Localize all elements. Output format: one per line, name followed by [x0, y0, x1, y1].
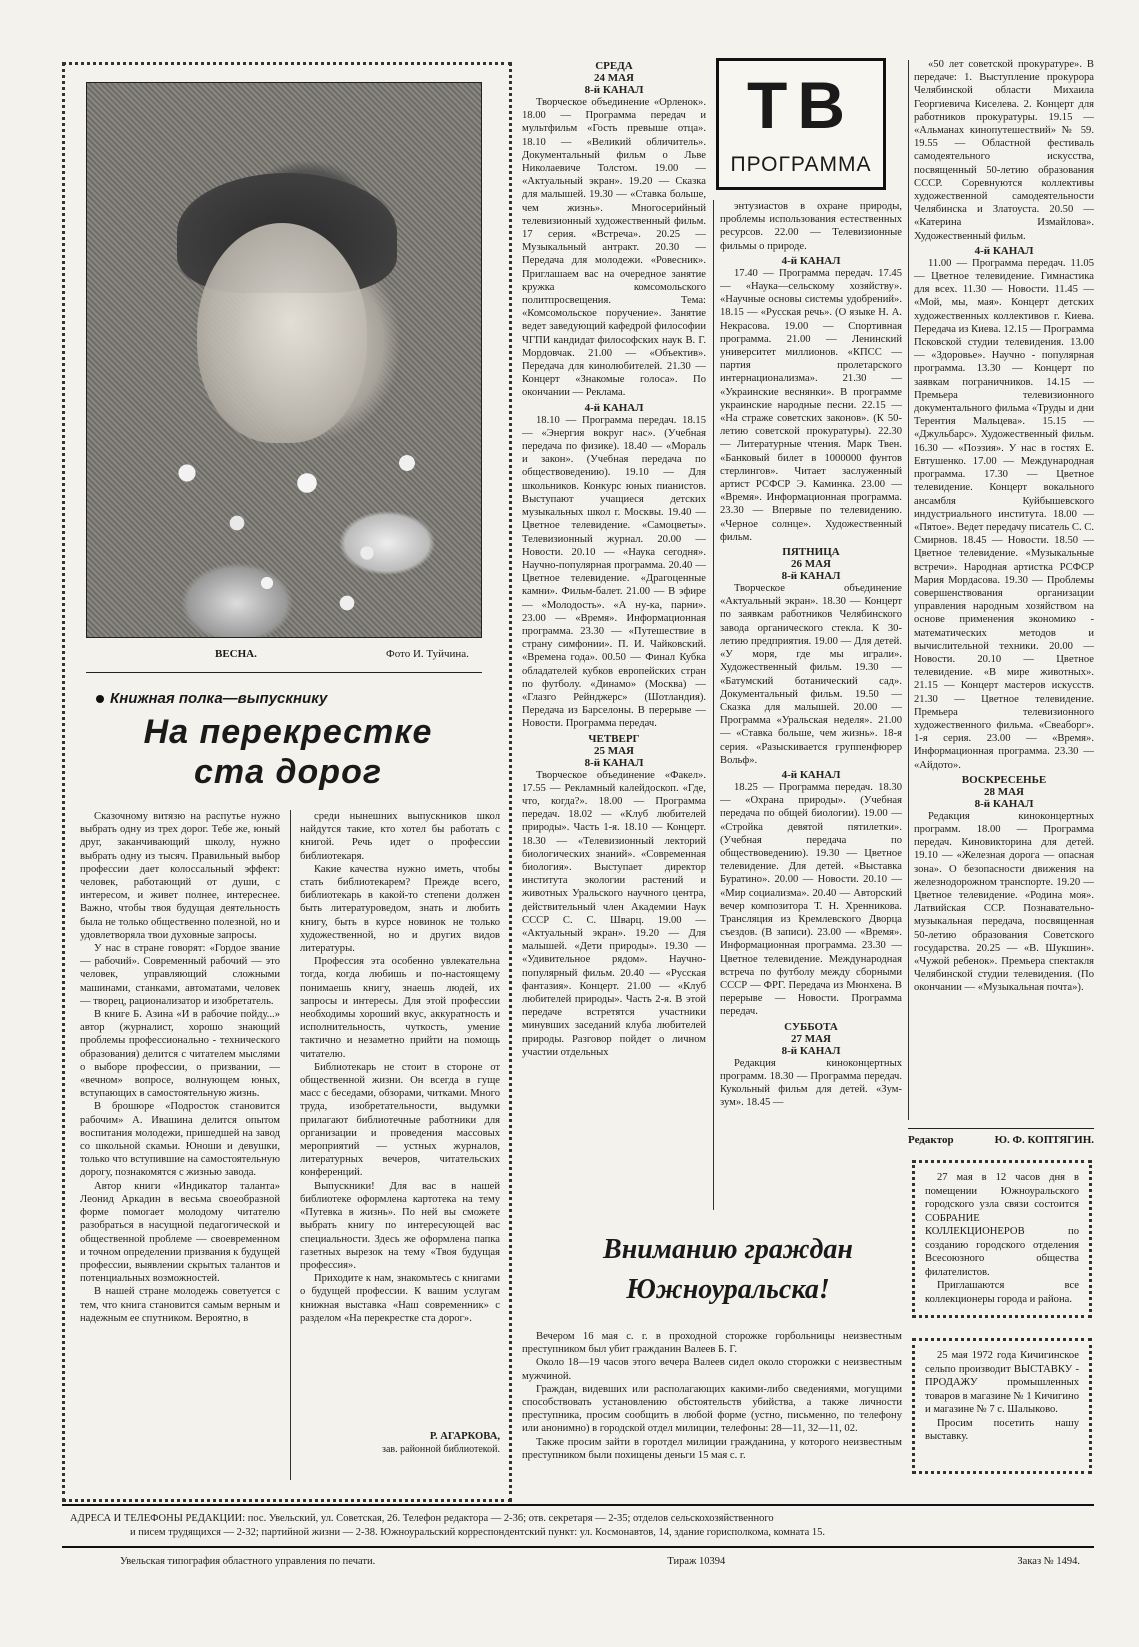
footer-rule-top: [62, 1504, 1094, 1506]
tv-day-heading: 8-й КАНАЛ: [584, 756, 644, 769]
tv-day-heading: ВОСКРЕСЕНЬЕ: [961, 773, 1047, 786]
tv-title-letters: ТВ: [747, 68, 855, 142]
tv-day-heading: 4-й КАНАЛ: [974, 244, 1034, 257]
editor-name: Ю. Ф. КОПТЯГИН.: [994, 1134, 1094, 1146]
tv-day-heading: 26 МАЯ: [790, 558, 832, 571]
article-paragraph: В книге Б. Азина «И в рабочие пойду...» автор (журналист, хорошо знающий проблемы профессионально - технического образования) делится с читателем мыслями о выборе профессии, о призвании, — «вечном» вопросе, волнующем юных, вступающих в самостоятельную жизнь.: [80, 1009, 280, 1100]
tv-column-1: [522, 60, 706, 1210]
tv-schedule-text: энтузиастов в охране природы, проблемы использования естественных ресурсов. 22.00 — Телевизионные фильмы о природе.: [720, 201, 902, 252]
article-rubric: [96, 690, 327, 707]
tv-day-heading: ЧЕТВЕРГ: [588, 732, 640, 745]
photo-face: [197, 223, 367, 443]
appeal-paragraph: Также просим зайти в горотдел милиции гражданина, у которого неизвестным преступником были похищены деньги 15 мая с. г.: [522, 1436, 902, 1461]
tv-schedule-text: Творческое объединение «Факел». 17.55 — Рекламный калейдоскоп. «Где, что, когда?». 18.00 — Программа передач. 18.02 — «Клуб любителей природы». Часть 1-я. 18.10 — Концерт. 18.30 — «Телевизионный лекторий биологических знаний». «Современная биология». Выступает директор института экологии растений и животных Уральского научного центра, действительный член Академии Наук СССР С. С. Шварц. 19.00 — «Актуальный экран». 19.20 — Для малышей. «Дети природы». 19.30 — «Удивительное рядом». Научно-популярный фильм. 20.40 — «Русская фантазия». Концерт. 21.00 — «Клуб любителей природы». Часть 2-я. В этой передаче встретятся участники минувших заседаний клуба любителей природы. Разговор пойдет о личном участии отдельных: [522, 769, 706, 1058]
tv-schedule-text: 11.00 — Программа передач. 11.05 — Цветное телевидение. Гимнастика для всех. 11.30 — Новости. 11.45 — «Мой, мы, мая». Концерт детских художественных коллективов г. Киева. Передача из Киева. 12.15 — Программа Псковской студии телевидения. 13.00 — «Здоровье». Научно - популярная программа. 13.30 — Концерт по заявкам пограничников. 14.15 — Премьера телевизионного документального фильма «Труды и дни Терентия Мальцева». 15.15 — «Джульбарс». Художественный фильм. 16.30 — «Поэзия». У нас в гостях Е. Евтушенко. 17.00 — Международная программа. 17.30 — Цветное телевидение. Концерт вокального ансамбля Куйбышевского индустриального института. 18.00 — «Пятое». Ведет передачу писатель С. С. Смирнов. 18.45 — Новости. 18.50 — Цветное телевидение. «Музыкальные встречи». Народная артистка РСФСР Мария Мордасова. 19.30 — Проблемы совершенствования организации управления народным хозяйством на основе применения экономико - математических методов и вычислительной техники. 20.00 — Новости. 20.10 — Цветное телевидение. «В мире животных». 21.15 — Концерт мастеров искусств. 21.30 — Цветное телевидение. Премьера телевизионного художественного фильма. «Свеаборг». 1-я серия. 23.00 — «Время». Информационная программа. 23.30 — «Айдото».: [914, 257, 1094, 771]
photo-flowers: [147, 413, 447, 613]
bullet-icon: [96, 695, 104, 703]
appeal-paragraph: Вечером 16 мая с. г. в проходной сторожке горбольницы неизвестным преступником был убит гражданин Валеев Б. Г.: [522, 1331, 902, 1356]
tv-day-heading: 8-й КАНАЛ: [781, 570, 841, 583]
appeal-paragraph: Граждан, видевших или располагающих какими-либо сведениями, могущими способствовать установлению обстоятельств убийства, а также личности преступника, просим сообщить в любой форме (устно, письменно, по телефону или анонимно) в городской отдел милиции, телефоны: 28—11, 32—11, 02.: [522, 1383, 902, 1435]
tv-day-heading: СУББОТА: [784, 1020, 838, 1033]
tv-programme-title-box: [716, 58, 886, 190]
article-paragraph: Выпускники! Для вас в нашей библиотеке оформлена картотека на тему «Путевка в жизнь». По ней вы сможете выбрать книгу по интересующей вас специальности. Здесь же оформлена папка газетных вырезок на тему «Твоя будущая профессия».: [300, 1180, 500, 1271]
article-signature: Р. АГАРКОВА,: [429, 1431, 500, 1442]
article-signature-block: [300, 1430, 500, 1474]
article-column-2: [300, 810, 500, 1410]
tv-day-heading: 25 МАЯ: [593, 744, 635, 757]
article-headline: [108, 712, 468, 792]
footer-imprint: [120, 1556, 1080, 1567]
headline-line-2: ста дорог: [194, 753, 382, 791]
article-paragraph: У нас в стране говорят: «Гордое звание — рабочий». Современный рабочий — это человек, управляющий сложными машинами, станками, автоматами, человек — творец, рационализатор и изобретатель.: [80, 943, 280, 1007]
appeal-line-2: Южноуральска!: [626, 1274, 830, 1305]
article-rubric-text: Книжная полка—выпускнику: [110, 690, 328, 707]
notice-paragraph: 27 мая в 12 часов дня в помещении Южноуральского городского узла связи состоится СОБРАНИЕ КОЛЛЕКЦИОНЕРОВ по созданию городского отделения Всесоюзного общества филателистов.: [925, 1172, 1079, 1278]
tv-column-3: [914, 58, 1094, 1118]
sale-exhibition-notice: [912, 1338, 1092, 1474]
tv-day-heading: СРЕДА: [595, 60, 633, 72]
appeal-line-1: Вниманию граждан: [603, 1234, 853, 1265]
tv-schedule-text: «50 лет советской прокуратуре». В передаче: 1. Выступление прокурора Челябинской области Михаила Георгиевича Киселева. 2. Концерт для работников прокуратуры. 19.15 — «Альманах кинопутешествий» № 59. 19.55 — Областной фестиваль самодеятельного искусства, посвященный 50-летию образования СССР. Соревнуются коллективы художественной самодеятельности Челябинска и Златоуста. 20.50 — «Катерина Измайлова». Художественный фильм.: [914, 59, 1094, 242]
tv-title-word: ПРОГРАММА: [730, 153, 872, 176]
tv-day-heading: 24 МАЯ: [593, 72, 635, 84]
tv-schedule-text: 18.25 — Программа передач. 18.30 — «Охрана природы». (Учебная передача по общей биологии). 19.00 — «Стройка девятой пятилетки». (Учебная передача по обществоведению). 19.30 — Цветное телевидение. Для детей. «Выставка Буратино». 20.00 — Новости. 20.10 — «Мир социализма». 20.40 — Авторский вечер композитора Т. Н. Хренникова. Трансляция из Кремлевского Дворца съездов. (В записи). 23.00 — «Время». Информационная программа. 23.30 — Цветное телевидение. Международная встреча по футболу между сборными СССР — ФРГ. Передача из Мюнхена. В перерыве — Новости. Программа передач.: [720, 781, 902, 1018]
article-signature-role: зав. районной библиотекой.: [382, 1444, 500, 1456]
notice-paragraph: Приглашаются все коллекционеры города и района.: [925, 1280, 1079, 1305]
footer-printer: Увельская типография областного управления по печати.: [120, 1556, 376, 1567]
collectors-notice: [912, 1160, 1092, 1318]
caption-rule: [86, 672, 482, 673]
appeal-paragraph: Около 18—19 часов этого вечера Валеев сидел около сторожки с неизвестным мужчиной.: [522, 1357, 902, 1382]
notice-paragraph: 25 мая 1972 года Кичигинское сельпо производит ВЫСТАВКУ - ПРОДАЖУ промышленных товаров в магазине № 1 Кичигино и магазине № 7 с. Шалыково.: [925, 1350, 1079, 1415]
tv-day-heading: 4-й КАНАЛ: [584, 401, 644, 414]
tv-day-heading: ПЯТНИЦА: [782, 546, 840, 559]
article-paragraph: Приходите к нам, знакомьтесь с книгами о будущей профессии. К вашим услугам книжная выставка «Наш современник» с разделом «На перекрестке ста дорог».: [300, 1273, 500, 1324]
tv-schedule-text: Редакция киноконцертных программ. 18.30 — Программа передач. Кукольный фильм для детей. «Зум-зум». 18.45 —: [720, 1057, 902, 1109]
tv-day-heading: 4-й КАНАЛ: [781, 254, 841, 267]
tv-day-heading: 27 МАЯ: [790, 1032, 832, 1045]
tv-day-heading: 28 МАЯ: [983, 785, 1025, 798]
footer-address-line-1: АДРЕСА И ТЕЛЕФОНЫ РЕДАКЦИИ: пос. Увельский, ул. Советская, 26. Телефон редактора — 2-36; отв. секретаря — 2-35; отделов сельскохозяйственного: [70, 1513, 774, 1524]
spring-photo: [86, 82, 482, 638]
column-divider: [290, 810, 291, 1480]
tv-schedule-text: Творческое объединение «Орленок». 18.00 — Программа передач и мультфильм «Гость превыше отца». 18.10 — «Великий обличитель». Документальный фильм о Льве Николаевиче Толстом. 19.00 — «Актуальный экран». 19.20 — Сказка для малышей. 19.30 — «Ставка больше, чем жизнь». Многосерийный телевизионный художественный фильм. 17 серия. «Встреча». 20.25 — Музыкальный антракт. 20.30 — Передача для молодежи. «Ровесник». Приглашаем вас на очередное занятие кружка комсомольского политпросвещения. Тема: «Комсомольское поручение». Занятие ведет заведующий кафедрой философии ЧГПИ кандидат философских наук В. Г. Мордовчак. 21.00 — «Объектив». Передача для кинолюбителей. 21.30 — Концерт «Знакомые голоса». По окончании — Реклама.: [522, 97, 706, 399]
footer-order: Заказ № 1494.: [1017, 1556, 1080, 1567]
article-column-1: [80, 810, 280, 1480]
article-paragraph: среди нынешних выпускников школ найдутся такие, кто хотел бы работать с книгой. Речь идет о профессии библиотекаря.: [300, 811, 500, 862]
article-paragraph: Библиотекарь не стоит в стороне от общественной жизни. Он всегда в гуще масс с беседами, обзорами, читками. Много труда, изобретательности, выдумки прилагают библиотечные работники для организации и проведения массовых мероприятий — устных журналов, литературных вечеров, читательских конференций.: [300, 1061, 500, 1179]
column-divider: [713, 200, 714, 1210]
tv-day-heading: 8-й КАНАЛ: [781, 1044, 841, 1057]
article-paragraph: Автор книги «Индикатор таланта» Леонид Аркадин в весьма своеобразной форме помогает молодому читателю разобраться в насущной педагогической и общественной проблеме — своевременном и точном определении призвания к будущей профессии, выявлении скрытых талантов и потенциальных возможностей.: [80, 1180, 280, 1285]
article-paragraph: Профессия эта особенно увлекательна тогда, когда любишь и по-настоящему понимаешь книгу, знаешь людей, их запросы и интересы. Для этой профессии необходимы хороший вкус, аккуратность и исполнительность, чуткость, умение тактично и незаметно прийти на помощь читателю.: [300, 956, 500, 1060]
notice-paragraph: Просим посетить нашу выставку.: [925, 1417, 1079, 1442]
police-appeal-text: [522, 1330, 902, 1470]
tv-schedule-text: Редакция киноконцертных программ. 18.00 — Программа передач. Киновикторина для детей. 19.10 — «Железная дорога — опасная зона». О безопасности движения на железнодорожном транспорте. 19.20 — Цветное телевидение. «Родина моя». Латвийская ССР. Познавательно-музыкальная передача, посвященная 50-летию образования Советского государства. 20.25 — «В. Шукшин». «Чужой ребенок». Премьера спектакля Челябинской студии телевидения. (По окончании — «Музыкальная почта»).: [914, 810, 1094, 994]
footer-address-line-2: и писем трудящихся — 2-32; партийной жизни — 2-38. Южноуральский корреспондентский пункт: ул. Космонавтов, 14, здание горисполкома, комната 15.: [130, 1527, 826, 1538]
tv-day-heading: 4-й КАНАЛ: [781, 768, 841, 781]
tv-day-heading: 8-й КАНАЛ: [974, 797, 1034, 810]
tv-schedule-text: 18.10 — Программа передач. 18.15 — «Энергия вокруг нас». (Учебная передача по физике). 18.40 — «Мораль и закон». (Учебная передача по обществоведению). 19.10 — Для школьников. Конкурс юных пианистов. Выступают учащиеся детских музыкальных школ г. Москвы. 19.40 — Цветное телевидение. «Самоцветы». Телевизионный журнал. 20.00 — Новости. 20.10 — «Наука сегодня». Научно-популярная программа. 20.40 — Цветное телевидение. «Драгоценные камни». Фильм-балет. 21.00 — В эфире — «Молодость». «А ну-ка, парни». 23.00 — «Время». Информационная программа. 23.30 — «Путешествие в страну симфонии». П. И. Чайковский. «Времена года». 00.50 — Финал Кубка обладателей кубков европейских стран по футболу. «Динамо» (Москва) — «Глазго Рейнджерс» (Шотландия). Передача из Барселоны. В перерыве — Новости. Программа передач.: [522, 414, 706, 730]
headline-line-1: На перекрестке: [143, 713, 433, 751]
footer-rule-bottom: [62, 1546, 1094, 1548]
editor-line: [908, 1134, 1094, 1146]
tv-day-heading: 8-й КАНАЛ: [584, 84, 644, 96]
article-paragraph: Какие качества нужно иметь, чтобы стать библиотекарем? Прежде всего, библиотекарь в какой-то степени должен быть литературоведом, знать и любить книгу, быть в курсе новинок не только художественной, но и других видов литературы.: [300, 863, 500, 955]
article-paragraph: Сказочному витязю на распутье нужно выбрать одну из трех дорог. Тебе же, юный друг, заканчивающий школу, нужно выбрать одну из тысяч. Правильный выбор профессии дает колоссальный эффект: человек, работающий от души, с интересом, и живет полнее, интереснее. Важно, чтобы твоя будущая деятельность была не только общественно полезной, но и удовлетворяла твои духовные запросы.: [80, 811, 280, 941]
tv-schedule-text: Творческое объединение «Актуальный экран». 18.30 — Концерт по заявкам работников Челябинского завода органического стекла. К 30-летию предприятия. 19.00 — Для детей. «У моря, где мы играли». Художественный фильм. 19.30 — «Батумский ботанический сад». Документальный фильм. 19.50 — Сказка для малышей. 20.00 — Программа «Уральская неделя». 21.00 — «Ставка больше, чем жизнь». 18-я серия. «Разыскивается группенфюрер Вольф».: [720, 583, 902, 766]
editor-label: Редактор: [908, 1134, 954, 1146]
footer-print-run: Тираж 10394: [667, 1556, 726, 1567]
tv-schedule-text: 17.40 — Программа передач. 17.45 — «Наука—сельскому хозяйству». «Научные основы системы удобрений». 18.15 — «Русская речь». (О языке Н. А. Некрасова. 19.00 — Спортивная программа. 21.00 — Ленинский университет миллионов. «КПСС — партия пролетарского интернационализма». 21.30 — «Украинские веснянки». В программе украинские народные песни. 22.15 — «На страже советских законов». (К 50-летию советской прокуратуры). 22.30 — Литературные чтения. Марк Твен. «Банковый билет в 1000000 фунтов стерлингов». Читает заслуженный артист РСФСР Э. Каминка. 23.00 — «Время». Информационная программа. 23.30 — Впервые по телевидению. «Черное солнце». Художественный фильм.: [720, 267, 902, 543]
photo-caption-title: ВЕСНА.: [215, 648, 257, 660]
police-appeal-heading: [548, 1230, 908, 1310]
editor-rule: [908, 1128, 1094, 1129]
article-paragraph: В нашей стране молодежь советуется с тем, что книга становится самым верным и надежным ее спутником. Вероятно, в: [80, 1286, 280, 1324]
article-paragraph: В брошюре «Подросток становится рабочим» А. Ивашина делится опытом воспитания молодежи, пришедшей на завод со школьной скамьи. Юноши и девушки, только что вступившие на самостоятельную дорогу, познакомятся с жизнью завода.: [80, 1101, 280, 1179]
photo-caption-credit: Фото И. Туйчина.: [386, 648, 469, 660]
column-divider: [908, 60, 909, 1120]
tv-column-2: [720, 200, 902, 1210]
